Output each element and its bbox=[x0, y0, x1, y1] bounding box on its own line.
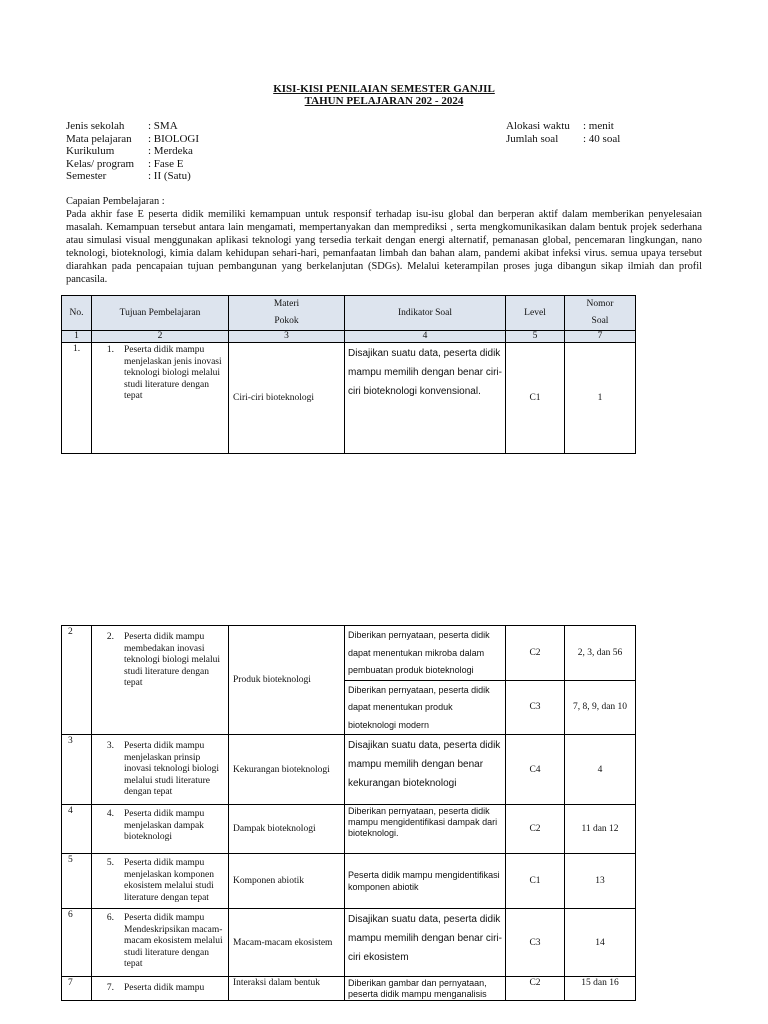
header-materi: Materi Pokok bbox=[229, 296, 345, 331]
tujuan-cell: 7. Peserta didik mampu bbox=[92, 977, 229, 1001]
capaian-text: Pada akhir fase E peserta didik memiliki kemampuan untuk responsif terhadap isu-isu global dan berperan aktif dalam memberikan penyelesaian masalah. Kemampuan tersebut antara lain mengamati, mempertanyakan dan memprediksi , serta mengkomunikasikan dalam bentuk projek sederhana atau simulasi visual menggunakan aplikasi teknologi yang tersedia terkait dengan energi alternatif, pemanasan global, pencemaran lingkungan, nano teknologi, bioteknologi, kimia dalam kehidupan sehari-hari, pemanfaatan limbah dan bahan alam, pandemi akibat infeksi virus. semua upaya tersebut diarahkan pada pencapaian tujuan pembangunan yang berkelanjutan (SDGs). Melalui keterampilan proses juga dibangun sikap ilmiah dan profil pancasila. bbox=[66, 209, 702, 285]
col-number: 5 bbox=[506, 331, 565, 343]
info-right bbox=[506, 120, 620, 145]
tujuan-cell: 6. Peserta didik mampu Mendeskripsikan macam-macam ekosistem melalui studi literature dengan tepat bbox=[92, 909, 229, 977]
col-number: 3 bbox=[229, 331, 345, 343]
info-left bbox=[66, 120, 199, 183]
column-number-row bbox=[62, 331, 636, 343]
materi-cell: Ciri-ciri bioteknologi bbox=[229, 343, 345, 454]
row-number: 6 bbox=[62, 909, 92, 977]
info-mata-pelajaran: Mata pelajaran : BIOLOGI bbox=[66, 132, 200, 145]
info-alokasi-waktu: Alokasi waktu : menit bbox=[506, 120, 614, 132]
level-cell: C1 bbox=[506, 343, 565, 454]
nomor-cell: 14 bbox=[565, 909, 636, 977]
indikator-cell: Diberikan pernyataan, peserta didik dapat menentukan produk bioteknologi modern bbox=[345, 680, 506, 735]
row-number: 1. bbox=[62, 343, 92, 454]
nomor-cell: 13 bbox=[565, 854, 636, 909]
table-row bbox=[62, 735, 636, 805]
table-row bbox=[62, 626, 636, 681]
col-number: 1 bbox=[62, 331, 92, 343]
indikator-cell: Peserta didik mampu mengidentifikasi komponen abiotik bbox=[345, 854, 506, 909]
indikator-cell: Diberikan pernyataan, peserta didik dapat menentukan mikroba dalam pembuatan produk bioteknologi bbox=[345, 626, 506, 681]
header-tujuan: Tujuan Pembelajaran bbox=[92, 296, 229, 331]
level-cell: C2 bbox=[506, 805, 565, 854]
indikator-cell: Disajikan suatu data, peserta didik mampu memilih dengan benar kekurangan bioteknologi bbox=[345, 735, 506, 805]
level-cell: C4 bbox=[506, 735, 565, 805]
table-row bbox=[62, 343, 636, 454]
row-number: 5 bbox=[62, 854, 92, 909]
level-cell: C3 bbox=[506, 680, 565, 735]
indikator-cell: Disajikan suatu data, peserta didik mampu memilih dengan benar ciri-ciri ekosistem bbox=[345, 909, 506, 977]
nomor-cell: 2, 3, dan 56 bbox=[565, 626, 636, 681]
table-row bbox=[62, 909, 636, 977]
materi-cell: Macam-macam ekosistem bbox=[229, 909, 345, 977]
level-cell: C2 bbox=[506, 626, 565, 681]
table-header-row bbox=[62, 296, 636, 331]
materi-cell: Kekurangan bioteknologi bbox=[229, 735, 345, 805]
tujuan-cell: 1. Peserta didik mampu menjelaskan jenis inovasi teknologi biologi melalui studi literature dengan tepat bbox=[92, 343, 229, 454]
level-cell: C3 bbox=[506, 909, 565, 977]
level-cell: C2 bbox=[506, 977, 565, 1001]
materi-cell: Interaksi dalam bentuk bbox=[229, 977, 345, 1001]
kisi-kisi-table-page1 bbox=[61, 295, 636, 454]
nomor-cell: 4 bbox=[565, 735, 636, 805]
info-kelas: Kelas/ program : Fase E bbox=[66, 157, 184, 170]
materi-cell: Produk bioteknologi bbox=[229, 626, 345, 735]
indikator-cell: Diberikan gambar dan pernyataan, peserta didik mampu menganalisis bbox=[345, 977, 506, 1001]
tujuan-cell: 3. Peserta didik mampu menjelaskan prinsip inovasi teknologi biologi melalui studi literature dengan tepat bbox=[92, 735, 229, 805]
document-title: KISI-KISI PENILAIAN SEMESTER GANJIL bbox=[273, 83, 495, 95]
header-indikator: Indikator Soal bbox=[345, 296, 506, 331]
materi-cell: Dampak bioteknologi bbox=[229, 805, 345, 854]
document-subtitle: TAHUN PELAJARAN 202 - 2024 bbox=[304, 95, 464, 107]
indikator-cell: Disajikan suatu data, peserta didik mampu memilih dengan benar ciri-ciri bioteknologi konvensional. bbox=[345, 343, 506, 454]
nomor-cell: 1 bbox=[565, 343, 636, 454]
col-number: 2 bbox=[92, 331, 229, 343]
header-no: No. bbox=[62, 296, 92, 331]
table-row bbox=[62, 805, 636, 854]
row-number: 3 bbox=[62, 735, 92, 805]
capaian-heading: Capaian Pembelajaran : bbox=[66, 196, 165, 207]
header-nomor: Nomor Soal bbox=[565, 296, 636, 331]
table-row bbox=[62, 854, 636, 909]
header-level: Level bbox=[506, 296, 565, 331]
col-number: 4 bbox=[345, 331, 506, 343]
tujuan-cell: 5. Peserta didik mampu menjelaskan komponen ekosistem melalui studi literature dengan tepat bbox=[92, 854, 229, 909]
info-jumlah-soal: Jumlah soal : 40 soal bbox=[506, 132, 621, 145]
info-jenis-sekolah: Jenis sekolah : SMA bbox=[66, 120, 178, 132]
info-kurikulum: Kurikulum : Merdeka bbox=[66, 145, 193, 157]
row-number: 7 bbox=[62, 977, 92, 1001]
nomor-cell: 15 dan 16 bbox=[565, 977, 636, 1001]
info-semester: Semester : II (Satu) bbox=[66, 170, 191, 182]
materi-cell: Komponen abiotik bbox=[229, 854, 345, 909]
row-number: 4 bbox=[62, 805, 92, 854]
col-number: 7 bbox=[565, 331, 636, 343]
row-number: 2 bbox=[62, 626, 92, 735]
kisi-kisi-table-page2 bbox=[61, 625, 636, 1001]
table-row bbox=[62, 977, 636, 1001]
level-cell: C1 bbox=[506, 854, 565, 909]
nomor-cell: 11 dan 12 bbox=[565, 805, 636, 854]
tujuan-cell: 2. Peserta didik mampu membedakan inovasi teknologi biologi melalui studi literature dengan tepat bbox=[92, 626, 229, 735]
indikator-cell: Diberikan pernyataan, peserta didik mampu mengidentifikasi dampak dari bioteknologi. bbox=[345, 805, 506, 854]
nomor-cell: 7, 8, 9, dan 10 bbox=[565, 680, 636, 735]
tujuan-cell: 4. Peserta didik mampu menjelaskan dampak bioteknologi bbox=[92, 805, 229, 854]
